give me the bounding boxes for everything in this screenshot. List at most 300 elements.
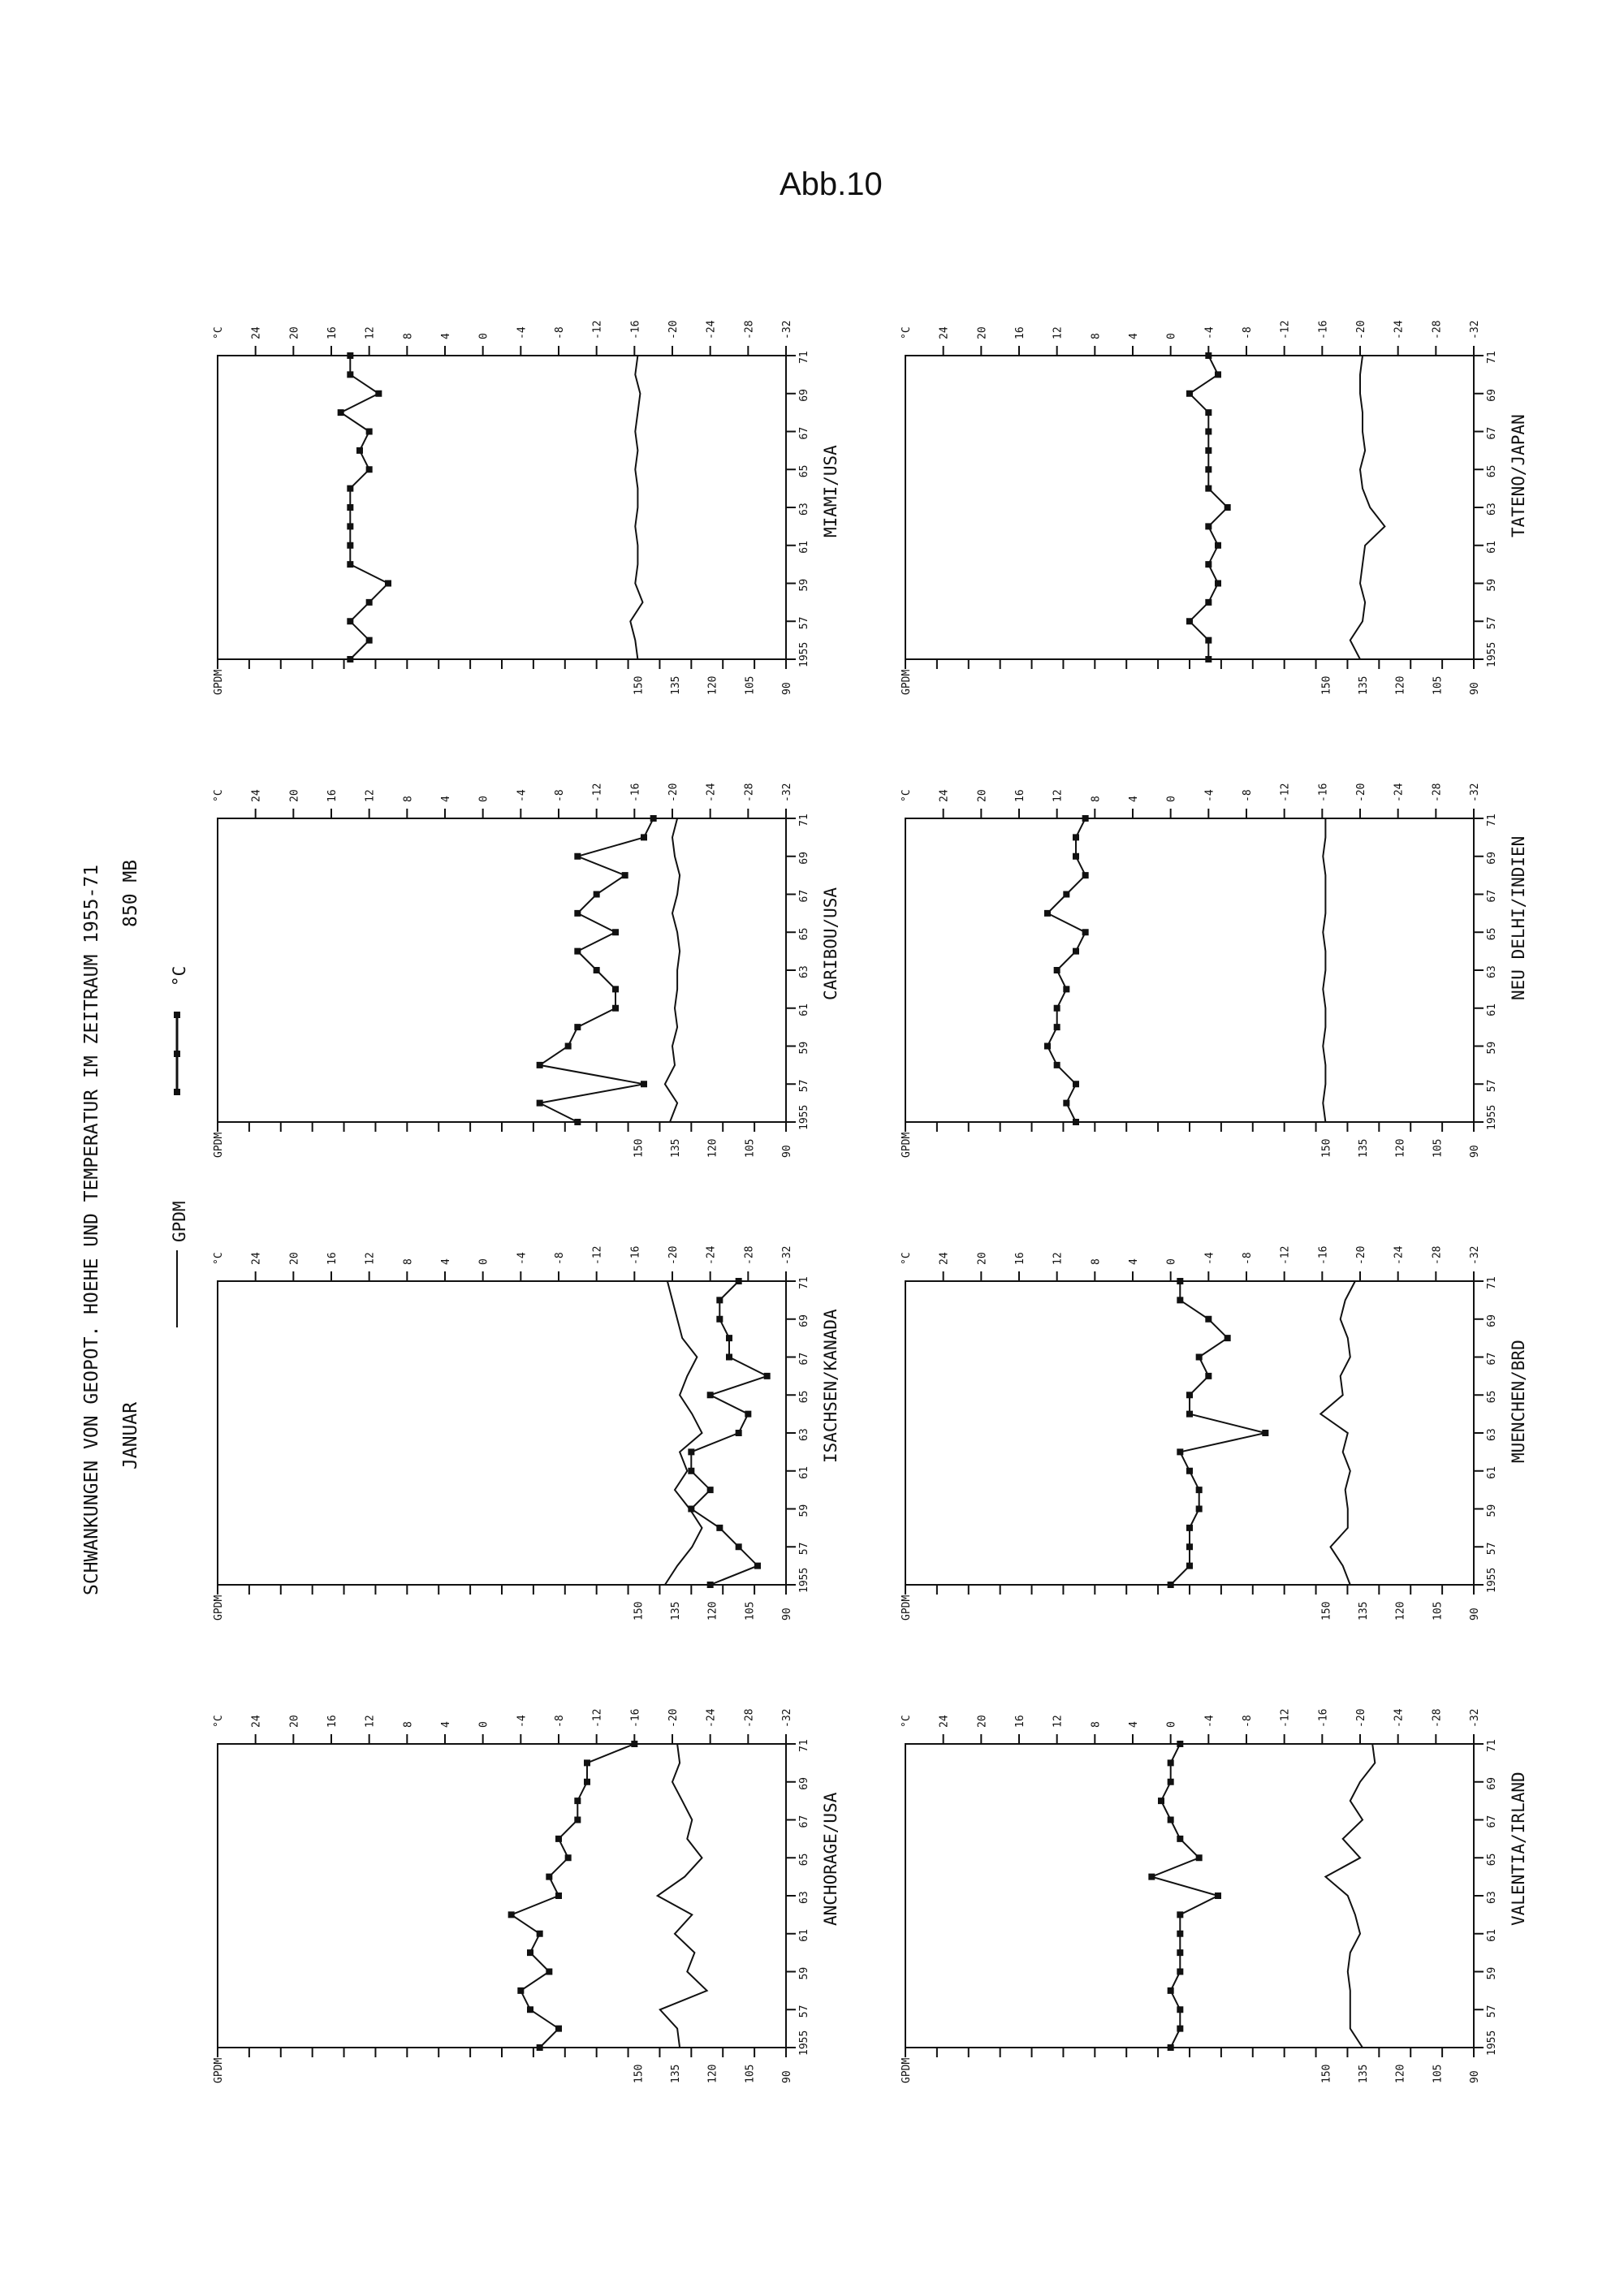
year-tick-label: 65 [798, 1390, 810, 1404]
year-tick-label: 63 [1486, 503, 1498, 516]
temp-tick-label: 0 [1165, 333, 1178, 339]
chart-frame [218, 356, 786, 659]
temperature-point [1054, 1062, 1060, 1068]
temperature-point [1205, 656, 1212, 662]
temp-tick-label: -4 [516, 1252, 529, 1265]
temperature-point [574, 1817, 581, 1823]
gpdm-tick-label: 135 [670, 675, 683, 695]
temp-tick-label: 4 [1128, 1258, 1140, 1265]
chart-neu-delhi-indien [901, 783, 1528, 1158]
temperature-point [1054, 967, 1060, 973]
temperature-point [366, 599, 373, 606]
station-title: NEU DELHI/INDIEN [1509, 835, 1528, 1000]
temperature-point [1186, 391, 1193, 397]
temperature-point [1196, 1506, 1203, 1513]
temperature-point [764, 1373, 771, 1379]
gpdm-tick-label: 150 [633, 1601, 646, 1621]
year-tick-label: 57 [798, 1079, 810, 1093]
temp-tick-label: -32 [1469, 1708, 1481, 1728]
temp-tick-label: 24 [250, 1715, 263, 1728]
temperature-point [1177, 1448, 1183, 1455]
temperature-point [385, 580, 391, 587]
year-tick-label: 65 [1486, 1390, 1498, 1404]
temperature-series-line [512, 1744, 635, 2048]
temperature-point [1177, 1836, 1183, 1842]
year-tick-label: 61 [798, 1466, 810, 1479]
temperature-point [1168, 1817, 1174, 1823]
temp-tick-label: -12 [591, 1708, 604, 1728]
chart-heading: SCHWANKUNGEN VON GEOPOT. HOEHE UND TEMPERATUR IM ZEITRAUM 1955-71 [81, 864, 102, 1595]
temperature-point [565, 1043, 572, 1050]
chart-frame [218, 1744, 786, 2048]
temperature-point [641, 1081, 647, 1087]
temp-tick-label: -8 [554, 1252, 566, 1265]
legend-temperature-label: °C [170, 965, 189, 986]
gpdm-tick-label: 90 [781, 2070, 793, 2083]
station-title: MIAMI/USA [821, 445, 840, 537]
legend-temperature-marker [174, 1012, 180, 1095]
temperature-point [1177, 2026, 1183, 2032]
temp-tick-label: 4 [1128, 796, 1140, 802]
gpdm-tick-label: 105 [1432, 1601, 1445, 1621]
temp-tick-label: 24 [250, 789, 263, 802]
temperature-point [707, 1582, 714, 1588]
gpdm-tick-label: 90 [1469, 1145, 1481, 1158]
year-tick-label: 57 [798, 1542, 810, 1556]
gpdm-tick-label: 90 [781, 682, 793, 695]
station-title: ANCHORAGE/USA [821, 1792, 840, 1926]
temperature-point [1215, 580, 1221, 587]
temperature-point [527, 2006, 533, 2013]
temperature-series-line [1151, 1744, 1218, 2048]
gpdm-series-line [630, 356, 642, 659]
temperature-point [688, 1506, 694, 1513]
temp-tick-label: -12 [1279, 320, 1292, 339]
temperature-point [1196, 1854, 1203, 1861]
temperature-point [716, 1525, 723, 1531]
temperature-point [1168, 2044, 1174, 2051]
temp-tick-label: -20 [1355, 320, 1367, 339]
year-tick-label: 65 [798, 464, 810, 478]
temperature-point [641, 834, 647, 840]
temp-tick-label: -4 [1203, 326, 1216, 339]
temp-unit-label: °C [901, 789, 913, 802]
gpdm-tick-label: 150 [633, 2064, 646, 2083]
gpdm-tick-label: 150 [1320, 1601, 1333, 1621]
charts-container [213, 320, 1528, 2083]
temp-tick-label: -20 [1355, 783, 1367, 802]
temperature-point [1205, 429, 1212, 435]
temperature-point [1205, 1316, 1212, 1323]
temp-tick-label: -28 [1431, 1245, 1444, 1265]
gpdm-tick-label: 150 [1320, 2064, 1333, 2083]
temp-tick-label: 24 [938, 1715, 951, 1728]
gpdm-tick-label: 135 [1358, 1601, 1371, 1621]
temperature-point [707, 1392, 714, 1398]
year-tick-label: 71 [1486, 1739, 1498, 1752]
temp-tick-label: -12 [1279, 783, 1292, 802]
year-tick-label: 57 [1486, 616, 1498, 630]
temp-tick-label: 0 [1165, 796, 1178, 802]
temperature-point [1168, 1987, 1174, 1994]
temperature-point [366, 429, 373, 435]
temperature-point [650, 815, 657, 822]
temperature-point [366, 466, 373, 473]
gpdm-series-line [665, 818, 680, 1122]
temp-tick-label: 12 [1052, 1252, 1065, 1265]
gpdm-tick-label: 90 [781, 1608, 793, 1621]
temp-tick-label: -28 [743, 1708, 756, 1728]
temperature-point [555, 1836, 562, 1842]
chart-caribou-usa [213, 783, 840, 1158]
temp-tick-label: 12 [364, 1252, 377, 1265]
temp-tick-label: 0 [477, 333, 490, 339]
temp-tick-label: 24 [250, 1252, 263, 1265]
year-tick-label: 1955 [798, 2030, 810, 2056]
gpdm-tick-label: 120 [1394, 675, 1407, 695]
year-tick-label: 1955 [798, 1104, 810, 1130]
temperature-point [1186, 618, 1193, 624]
temperature-point [584, 1759, 590, 1766]
temperature-series-line [1171, 1281, 1266, 1585]
gpdm-tick-label: 105 [744, 675, 757, 695]
year-tick-label: 61 [798, 541, 810, 554]
temp-tick-label: -4 [1203, 1715, 1216, 1728]
gpdm-tick-label: 105 [744, 1138, 757, 1158]
temperature-point [1177, 1297, 1183, 1303]
temp-tick-label: -32 [781, 1245, 793, 1265]
temperature-point [1168, 1779, 1174, 1785]
temp-tick-label: -20 [667, 783, 680, 802]
year-tick-label: 61 [1486, 1466, 1498, 1479]
temp-unit-label: °C [901, 326, 913, 339]
year-tick-label: 61 [1486, 1003, 1498, 1016]
year-tick-label: 59 [798, 1966, 810, 1980]
year-tick-label: 1955 [798, 641, 810, 667]
year-tick-label: 65 [798, 927, 810, 941]
year-tick-label: 57 [1486, 1079, 1498, 1093]
year-tick-label: 57 [1486, 1542, 1498, 1556]
year-tick-label: 71 [1486, 351, 1498, 364]
temperature-point [1215, 1892, 1221, 1899]
temp-tick-label: -16 [1317, 783, 1330, 802]
temp-tick-label: 12 [364, 326, 377, 339]
chart-valentia-irland [901, 1708, 1528, 2083]
gpdm-unit-label: GPDM [213, 1595, 225, 1621]
temp-tick-label: 12 [1052, 789, 1065, 802]
temp-tick-label: 20 [976, 1715, 989, 1728]
year-tick-label: 67 [1486, 1815, 1498, 1828]
gpdm-unit-label: GPDM [901, 2057, 913, 2083]
temperature-point [1177, 2006, 1183, 2013]
temp-tick-label: 20 [288, 326, 301, 339]
temp-tick-label: -12 [591, 783, 604, 802]
gpdm-tick-label: 120 [706, 1601, 719, 1621]
temperature-point [508, 1911, 515, 1918]
temp-tick-label: -20 [1355, 1245, 1367, 1265]
year-tick-label: 63 [798, 965, 810, 978]
temperature-point [688, 1448, 694, 1455]
temperature-point [546, 1874, 552, 1880]
year-tick-label: 1955 [798, 1567, 810, 1593]
temp-tick-label: 20 [976, 789, 989, 802]
temp-tick-label: -4 [1203, 789, 1216, 802]
year-tick-label: 69 [1486, 852, 1498, 865]
temperature-point [1186, 1392, 1193, 1398]
temperature-point [537, 2044, 543, 2051]
temp-tick-label: 8 [1090, 333, 1103, 339]
gpdm-tick-label: 105 [744, 2064, 757, 2083]
gpdm-tick-label: 135 [670, 2064, 683, 2083]
temperature-point [347, 523, 353, 529]
gpdm-tick-label: 105 [1432, 1138, 1445, 1158]
gpdm-series-line [1323, 818, 1325, 1122]
temp-tick-label: -12 [591, 1245, 604, 1265]
year-tick-label: 61 [798, 1929, 810, 1942]
temp-tick-label: 4 [440, 796, 452, 802]
temp-tick-label: -32 [781, 783, 793, 802]
temp-tick-label: 16 [326, 789, 339, 802]
temperature-point [1063, 986, 1069, 992]
temperature-point [574, 1024, 581, 1030]
temperature-point [347, 542, 353, 549]
temperature-point [546, 1969, 552, 1975]
temperature-point [1177, 1931, 1183, 1937]
temperature-point [1205, 409, 1212, 416]
gpdm-series-line [1325, 1744, 1375, 2048]
gpdm-tick-label: 90 [1469, 682, 1481, 695]
temp-tick-label: 16 [326, 326, 339, 339]
temperature-point [1205, 352, 1212, 359]
temperature-point [1205, 599, 1212, 606]
gpdm-tick-label: 135 [1358, 675, 1371, 695]
temperature-point [1177, 1969, 1183, 1975]
year-tick-label: 71 [1486, 1276, 1498, 1289]
gpdm-series-line [1320, 1281, 1355, 1585]
year-tick-label: 63 [1486, 1891, 1498, 1904]
temp-tick-label: 8 [1090, 796, 1103, 802]
temp-tick-label: -16 [1317, 1245, 1330, 1265]
chart-anchorage-usa [213, 1708, 840, 2083]
temp-tick-label: -32 [1469, 320, 1481, 339]
year-tick-label: 61 [1486, 1929, 1498, 1942]
legend [170, 966, 189, 1327]
temperature-point [594, 891, 600, 898]
chart-frame [905, 1744, 1474, 2048]
temp-tick-label: -20 [667, 1245, 680, 1265]
temperature-point [517, 1987, 524, 1994]
station-title: MUENCHEN/BRD [1509, 1340, 1528, 1463]
temp-tick-label: -28 [743, 1245, 756, 1265]
temperature-point [574, 948, 581, 955]
temperature-point [537, 1062, 543, 1068]
temperature-point [1186, 1525, 1193, 1531]
year-tick-label: 57 [1486, 2005, 1498, 2018]
temp-tick-label: -20 [1355, 1708, 1367, 1728]
temp-tick-label: 8 [1090, 1258, 1103, 1265]
temp-tick-label: -4 [516, 1715, 529, 1728]
chart-frame [218, 818, 786, 1122]
temperature-point [612, 929, 619, 935]
temperature-point [736, 1543, 742, 1550]
gpdm-unit-label: GPDM [901, 1595, 913, 1621]
gpdm-tick-label: 135 [1358, 2064, 1371, 2083]
temperature-point [574, 1798, 581, 1804]
temp-tick-label: -8 [1242, 1715, 1254, 1728]
temp-unit-label: °C [213, 1252, 225, 1265]
temp-tick-label: 4 [1128, 333, 1140, 339]
temperature-point [1224, 504, 1231, 511]
gpdm-tick-label: 120 [706, 2064, 719, 2083]
gpdm-series-line [665, 1281, 702, 1585]
temperature-point [1262, 1430, 1268, 1436]
temp-unit-label: °C [213, 789, 225, 802]
temp-tick-label: 20 [976, 1252, 989, 1265]
temp-tick-label: 16 [326, 1252, 339, 1265]
temperature-point [612, 986, 619, 992]
temp-tick-label: -32 [1469, 1245, 1481, 1265]
year-tick-label: 67 [1486, 426, 1498, 440]
temp-tick-label: 8 [1090, 1721, 1103, 1728]
temperature-point [1073, 853, 1079, 860]
temperature-point [537, 1100, 543, 1107]
temperature-point [347, 486, 353, 492]
temp-tick-label: 0 [1165, 1258, 1178, 1265]
temp-tick-label: 4 [1128, 1721, 1140, 1728]
gpdm-tick-label: 150 [1320, 1138, 1333, 1158]
temp-tick-label: -4 [516, 789, 529, 802]
temperature-point [1186, 1543, 1193, 1550]
temperature-point [1205, 523, 1212, 529]
chart-tateno-japan [901, 320, 1528, 695]
temperature-point [1215, 371, 1221, 378]
gpdm-unit-label: GPDM [213, 669, 225, 695]
chart-miami-usa [213, 320, 840, 695]
temperature-point [726, 1354, 732, 1361]
temperature-point [1177, 1278, 1183, 1284]
temp-tick-label: 4 [440, 1721, 452, 1728]
temp-tick-label: 16 [1014, 326, 1026, 339]
temperature-point [745, 1411, 751, 1418]
temperature-point [584, 1779, 590, 1785]
temperature-point [366, 637, 373, 644]
temp-tick-label: -8 [1242, 789, 1254, 802]
temp-tick-label: 16 [1014, 1252, 1026, 1265]
temp-tick-label: 0 [477, 796, 490, 802]
temperature-point [1082, 815, 1089, 822]
temp-tick-label: -16 [629, 320, 642, 339]
year-tick-label: 69 [798, 389, 810, 402]
temperature-point [594, 967, 600, 973]
temperature-series-line [1047, 818, 1086, 1122]
temp-tick-label: 16 [1014, 789, 1026, 802]
temperature-point [1082, 872, 1089, 878]
temp-tick-label: 12 [364, 789, 377, 802]
temperature-point [1205, 637, 1212, 644]
temp-tick-label: 24 [938, 1252, 951, 1265]
temperature-point [1186, 1411, 1193, 1418]
temp-tick-label: -8 [554, 789, 566, 802]
temp-tick-label: 12 [1052, 326, 1065, 339]
year-tick-label: 69 [1486, 389, 1498, 402]
year-tick-label: 63 [1486, 1428, 1498, 1441]
temperature-point [1196, 1354, 1203, 1361]
temp-tick-label: -28 [743, 783, 756, 802]
temp-unit-label: °C [213, 1715, 225, 1728]
gpdm-tick-label: 150 [633, 675, 646, 695]
gpdm-tick-label: 135 [670, 1138, 683, 1158]
temperature-point [1205, 1373, 1212, 1379]
temperature-point [1205, 447, 1212, 454]
temperature-point [1073, 1081, 1079, 1087]
gpdm-tick-label: 90 [1469, 2070, 1481, 2083]
temperature-point [555, 2026, 562, 2032]
gpdm-tick-label: 90 [1469, 1608, 1481, 1621]
temp-tick-label: -24 [1393, 1708, 1406, 1728]
gpdm-tick-label: 105 [1432, 675, 1445, 695]
year-tick-label: 65 [1486, 1853, 1498, 1867]
year-tick-label: 59 [798, 578, 810, 592]
temp-tick-label: 20 [288, 789, 301, 802]
temperature-point [1044, 1043, 1051, 1050]
year-tick-label: 1955 [1486, 1104, 1498, 1130]
year-tick-label: 1955 [1486, 1567, 1498, 1593]
temperature-point [1054, 1024, 1060, 1030]
temperature-point [1073, 948, 1079, 955]
year-tick-label: 69 [798, 1314, 810, 1327]
temperature-point [347, 618, 353, 624]
temp-tick-label: 24 [250, 326, 263, 339]
temperature-point [688, 1468, 694, 1474]
year-tick-label: 65 [1486, 927, 1498, 941]
year-tick-label: 1955 [1486, 641, 1498, 667]
temperature-point [1196, 1487, 1203, 1493]
year-tick-label: 71 [798, 1276, 810, 1289]
temp-tick-label: 8 [402, 796, 415, 802]
temperature-point [1186, 1563, 1193, 1569]
temp-tick-label: -16 [1317, 1708, 1330, 1728]
year-tick-label: 65 [798, 1853, 810, 1867]
year-tick-label: 69 [1486, 1777, 1498, 1790]
temperature-point [1063, 1100, 1069, 1107]
temperature-point [1168, 1759, 1174, 1766]
year-tick-label: 69 [798, 1777, 810, 1790]
temp-tick-label: 0 [477, 1258, 490, 1265]
temp-tick-label: -28 [743, 320, 756, 339]
gpdm-tick-label: 120 [1394, 1601, 1407, 1621]
year-tick-label: 67 [798, 426, 810, 440]
temp-tick-label: 8 [402, 333, 415, 339]
temp-tick-label: -32 [781, 1708, 793, 1728]
temp-tick-label: 4 [440, 1258, 452, 1265]
temperature-point [347, 561, 353, 568]
year-tick-label: 71 [798, 351, 810, 364]
temp-tick-label: 20 [288, 1715, 301, 1728]
temp-tick-label: 12 [364, 1715, 377, 1728]
temperature-point [1158, 1798, 1164, 1804]
temp-tick-label: -24 [705, 1245, 718, 1265]
year-tick-label: 67 [1486, 1352, 1498, 1366]
temp-tick-label: -12 [591, 320, 604, 339]
year-tick-label: 67 [798, 1815, 810, 1828]
temp-unit-label: °C [901, 1715, 913, 1728]
gpdm-series-line [658, 1744, 707, 2048]
temperature-point [1177, 1741, 1183, 1747]
temperature-series-line [1190, 356, 1228, 659]
temp-tick-label: -24 [1393, 1245, 1406, 1265]
year-tick-label: 61 [798, 1003, 810, 1016]
temp-tick-label: -24 [1393, 320, 1406, 339]
